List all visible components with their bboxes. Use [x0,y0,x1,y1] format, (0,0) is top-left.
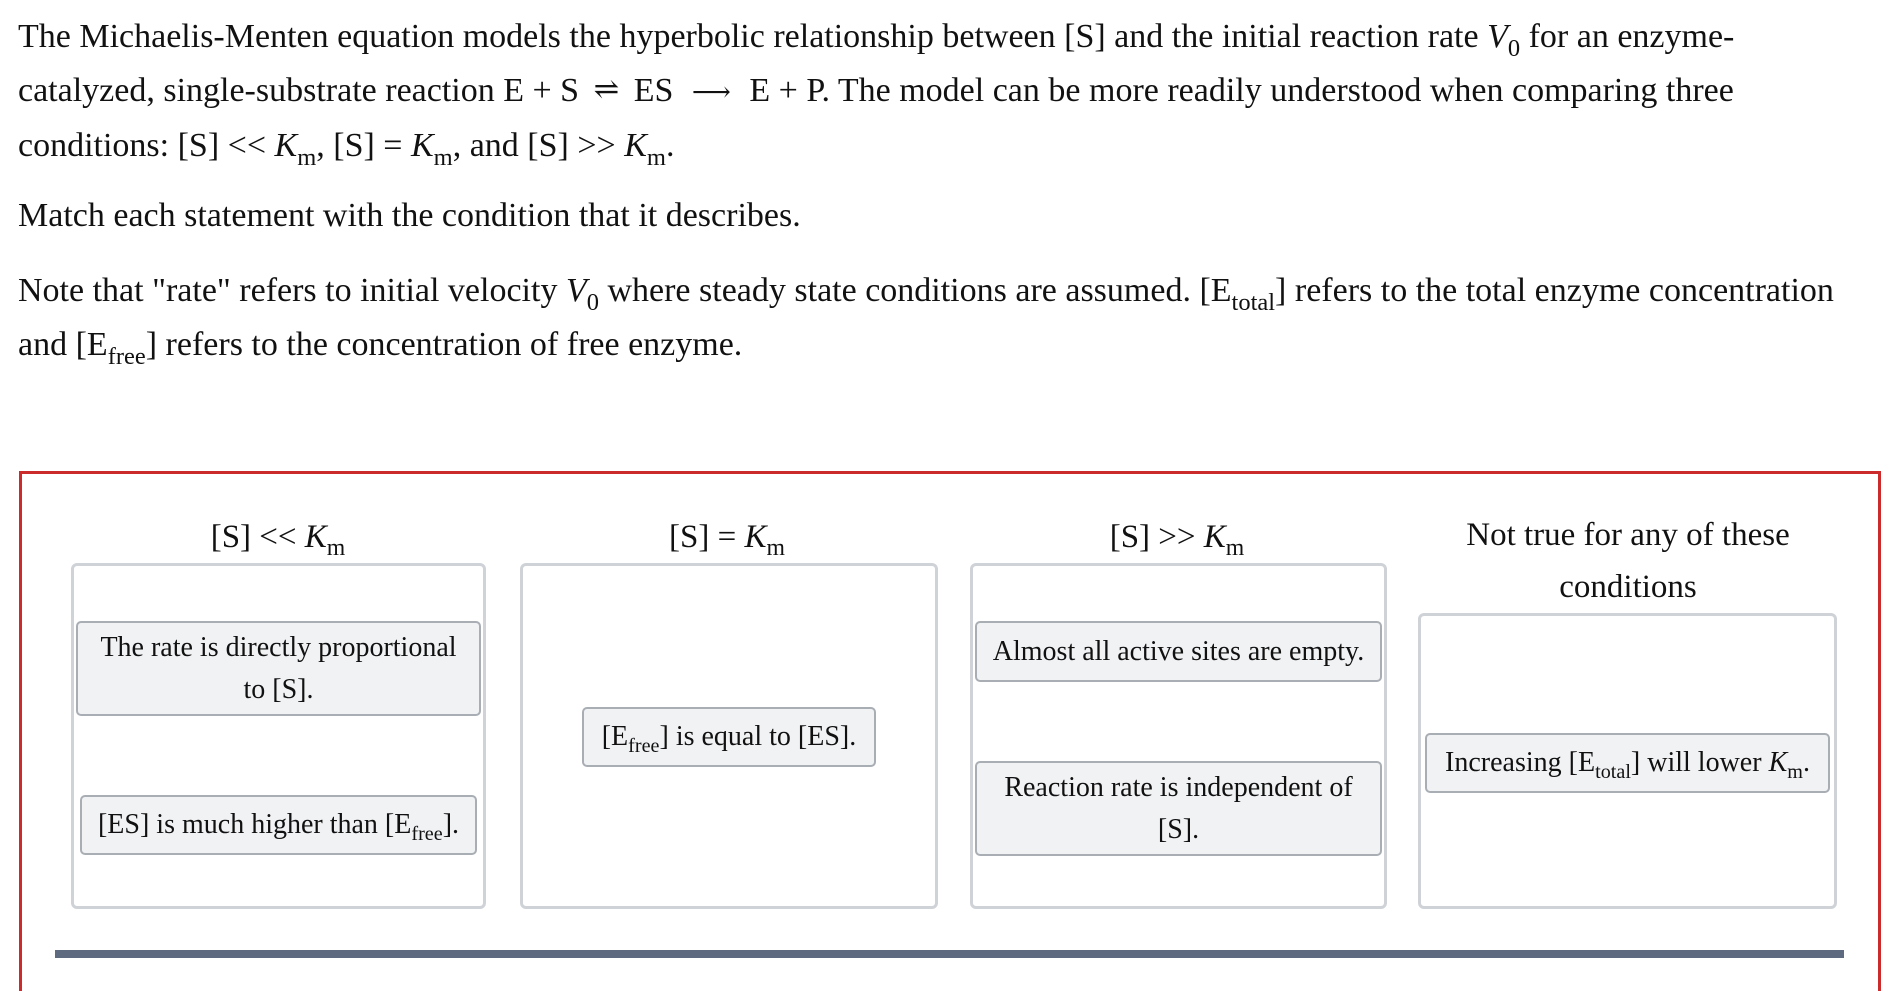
column-label-s-greater-km: $[S] >> K_m$ [1109,519,1245,562]
bottom-scroll-bar [55,950,1844,958]
instruction-text: Match each statement with the condition that it describes. [18,197,801,234]
drop-zone-s-less-km[interactable] [71,563,486,909]
drop-zone-s-greater-km[interactable] [970,563,1387,909]
intro-paragraph: The Michaelis-Menten equation models the hyperbolic relationship between [S] and the initial reaction rate $V_0$ for an enzyme-catalyzed, single-substrate reaction E + S ⇌ ES ⟶ E + P. The model can be more readily understood when comparing three conditions: $[S] << K_m$, $[S] = K_m$, and $[S] >> K_m$. [18,18,1735,171]
note-paragraph: Note that "rate" refers to initial velocity $V_0$ where steady state conditions are assumed. $[E_{total}]$ refers to the total enzyme concentration and $[E_{free}]$ refers to the concentration of free enzyme. [18,272,1834,370]
column-label-not-true: Not true for any of these conditions [1466,517,1790,605]
column-label-s-less-km: $[S] << K_m$ [210,519,346,562]
chip-rate-independent[interactable]: Reaction rate is independent of [S]. [975,761,1382,856]
chip-increasing-etotal-lowers-km[interactable]: Increasing $[E_{total}]$ will lower $K_m$. [1425,733,1830,793]
chip-rate-proportional[interactable]: The rate is directly proportional to [S]. [76,621,481,716]
equilibrium-arrows: ⇌ [593,72,620,106]
chip-active-sites-empty[interactable]: Almost all active sites are empty. [975,621,1382,682]
chip-es-higher-than-efree[interactable]: [ES] is much higher than $[E_{free}]$. [80,795,477,855]
forward-arrow: ⟶ [691,77,731,107]
column-label-s-equal-km: $[S] = K_m$ [669,519,785,562]
chip-efree-equals-es[interactable]: $[E_{free}]$ is equal to [ES]. [582,707,876,767]
